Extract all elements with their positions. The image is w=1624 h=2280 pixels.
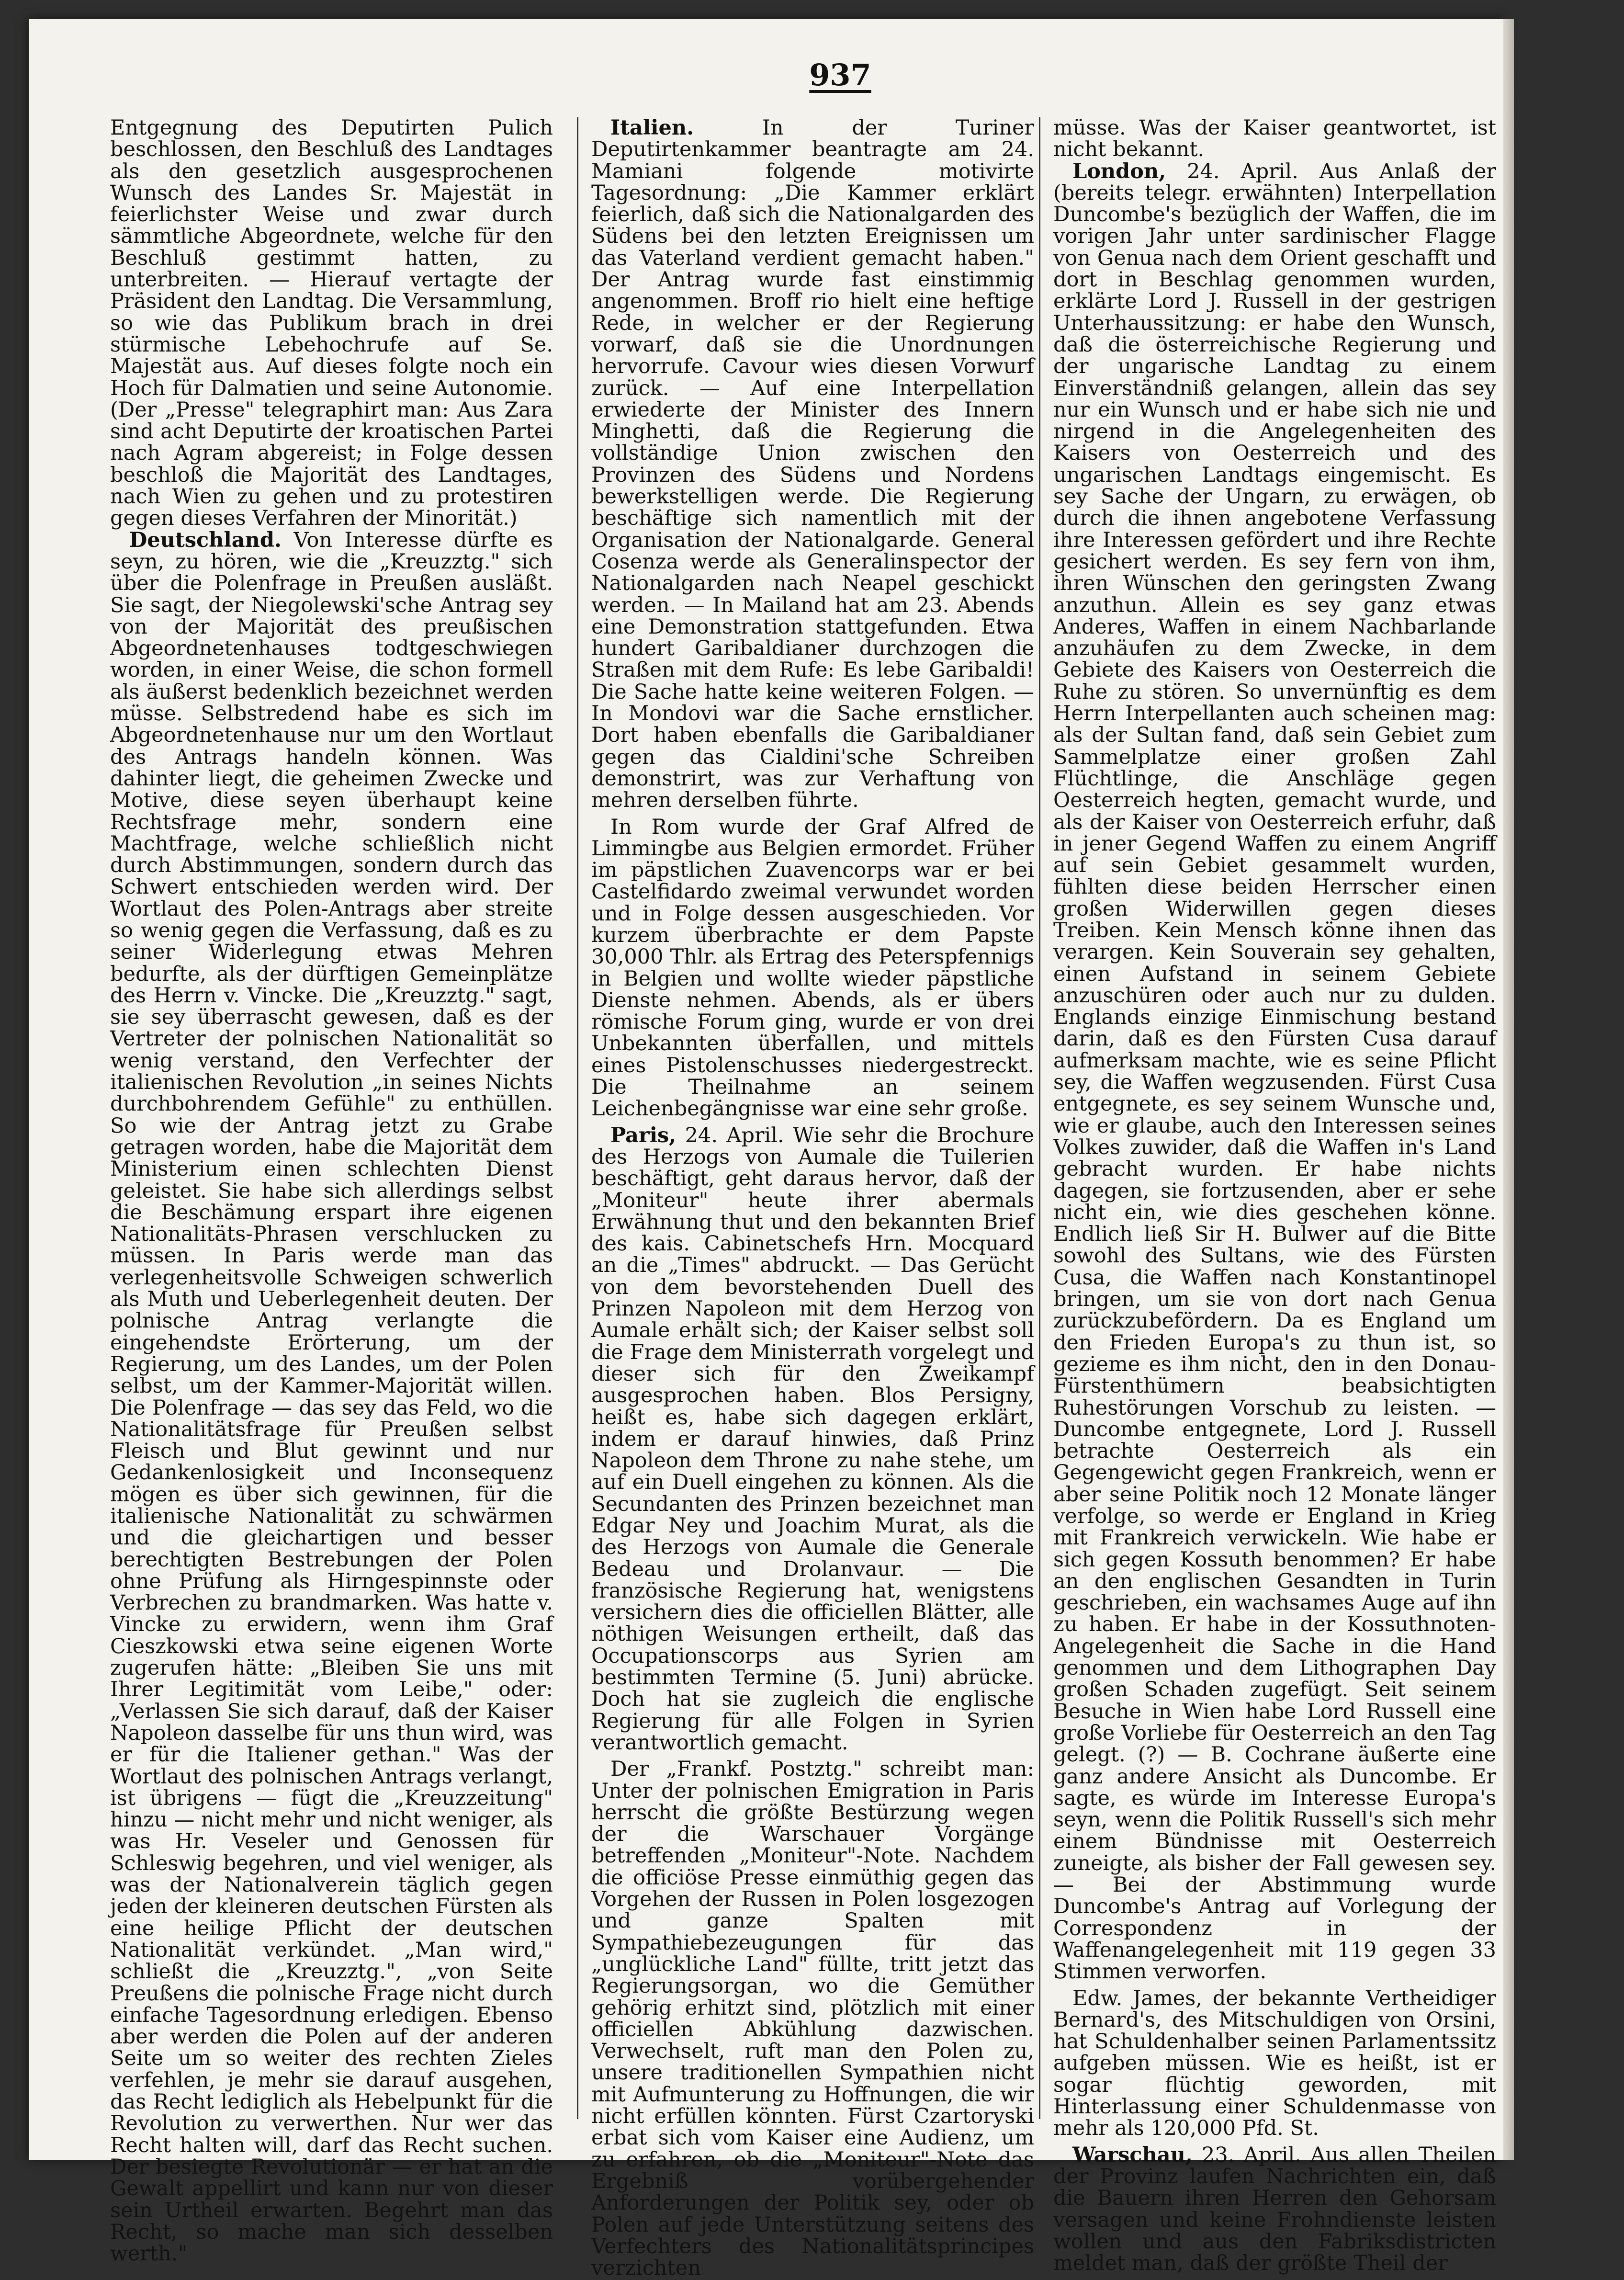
section-heading-warschau: Warschau, [1072, 2143, 1193, 2167]
section-heading-italien: Italien. [610, 116, 694, 140]
column-left [110, 116, 553, 2266]
article-paragraph: Entgegnung des Deputirten Pulich beschlossen, den Beschluß des Landtages als den gesetzlich ausgesprochenen Wunsch des Landes Sr. Majestät in feierlichster Weise und zwar durch sämmtliche Abgeordnete, welche für den Beschluß gestimmt hatten, zu unterbreiten. — Hierauf vertagte der Präsident den Landtag. Die Versammlung, so wie das Publikum brach in drei stürmische Lebehochrufe auf Se. Majestät aus. Auf dieses folgte noch ein Hoch für Dalmatien und seine Autonomie. (Der „Presse" telegraphirt man: Aus Zara sind acht Deputirte der kroatischen Partei nach Agram abgereist; in Folge dessen beschloß die Majorität des Landtages, nach Wien zu gehen und zu protestiren gegen dieses Verfahren der Minorität.) [110, 116, 553, 531]
page-number: 937 [809, 57, 871, 92]
section-heading-london: London, [1072, 159, 1166, 183]
article-paragraph: In Rom wurde der Graf Alfred de Limmingbe aus Belgien ermordet. Früher im päpstlichen Zuavencorps war er bei Castelfidardo zweimal verwundet worden und in Folge dessen ausgeschieden. Vor kurzem überbrachte er dem Papste 30,000 Thlr. als Ertrag des Peterspfennigs in Belgien und wollte wieder päpstliche Dienste nehmen. Abends, als er übers römische Forum ging, wurde er von drei Unbekannten überfallen, und mittels eines Pistolenschusses niedergestreckt. Die Theilnahme an seinem Leichenbegängnisse war eine sehr große. [591, 815, 1034, 1121]
page-edge [1503, 19, 1514, 2160]
column-divider [1039, 117, 1040, 2119]
article-paragraph: 24. April. Aus Anlaß der (bereits telegr. erwähnten) Interpellation Duncombe's bezüglich der Waffen, die im vorigen Jahr unter sardinischer Flagge von Genua nach dem Orient geschafft und dort in Beschlag genommen wurden, erklärte Lord J. Russell in der gestrigen Unterhaussitzung: er habe den Wunsch, daß die österreichische Regierung und der ungarische Landtag zu einem Einverständniß gelangen, allein das sey nur ein Wunsch und er habe sich nie und nirgend in die Angelegenheiten des Kaisers von Oesterreich und des ungarischen Landtags eingemischt. Es sey Sache der Ungarn, zu erwägen, ob durch die ihnen angebotene Verfassung ihre Interessen gefördert und ihre Rechte gesichert werden. Es sey fern von ihm, ihren Wünschen den geringsten Zwang anzuthun. Allein es sey ganz etwas Anderes, Waffen in einem Nachbarlande anzuhäufen zu dem Zwecke, in dem Gebiete des Kaisers von Oesterreich die Ruhe zu stören. So unvernünftig es dem Herrn Interpellanten auch scheinen mag: als der Sultan fand, daß sein Gebiet zum Sammelplatze einer großen Zahl Flüchtlinge, die Anschläge gegen Oesterreich hegten, gemacht wurde, und als der Kaiser von Oesterreich erfuhr, daß in jener Gegend Waffen zu einem Angriff auf sein Gebiet gesammelt wurden, fühlten diese beiden Herrscher einen großen Widerwillen gegen dieses Treiben. Kein Mensch könne ihnen das verargen. Kein Souverain sey gehalten, einen Aufstand in seinem Gebiete anzuschüren oder auch nur zu dulden. Englands einzige Einmischung bestand darin, daß es den Fürsten Cusa darauf aufmerksam machte, wie es seine Pflicht sey, die Waffen wegzusenden. Fürst Cusa entgegnete, es sey seinem Wunsche und, wie er glaube, auch den Interessen seines Volkes zuwider, daß die Waffen in's Land gebracht wurden. Er habe nichts dagegen, sie fortzusenden, aber er sehe nicht ein, wie dies geschehen könne. Endlich ließ Sir H. Bulwer auf die Bitte sowohl des Sultans, wie des Fürsten Cusa, die Waffen nach Konstantinopel bringen, um sie von dort nach Genua zurückzubefördern. Da es England um den Frieden Europa's zu thun ist, so gezieme es ihm nicht, den in den Donau-Fürstenthümern beabsichtigten Ruhestörungen Vorschub zu leisten. — Duncombe entgegnete, Lord J. Russell betrachte Oesterreich als ein Gegengewicht gegen Frankreich, wenn er aber seine Politik noch 12 Monate länger verfolge, so werde er England in Krieg mit Frankreich verwickeln. Wie habe er sich gegen Kossuth benommen? Er habe an den englischen Gesandten in Turin geschrieben, ein wachsames Auge auf ihn zu haben. Er habe in der Kossuthnoten-Angelegenheit die Sache in die Hand genommen und dem Lithographen Day großen Schaden zugefügt. Seit seinem Besuche in Wien habe Lord Russell eine große Vorliebe für Oesterreich an den Tag gelegt. (?) — B. Cochrane äußerte eine ganz andere Ansicht als Duncombe. Er sagte, es würde im Interesse Europa's seyn, wenn die Politik Russell's sich mehr einem Bündnisse mit Oesterreich zuneigte, als bisher der Fall gewesen sey. — Bei der Abstimmung wurde Duncombe's Antrag auf Vorlegung der Correspondenz in der Waffenangelegenheit mit 119 gegen 33 Stimmen verworfen. [1053, 159, 1496, 1984]
column-right [1053, 116, 1496, 2276]
article-paragraph: In der Turiner Deputirtenkammer beantragte am 24. Mamiani folgende motivirte Tagesordnung: „Die Kammer erklärt feierlich, daß sich die Nationalgarden des Südens bei den letzten Ereignissen um das Vaterland verdient gemacht haben." Der Antrag wurde fast einstimmig angenommen. Broff rio hielt eine heftige Rede, in welcher er der Regierung vorwarf, daß sie die Unordnungen hervorrufe. Cavour wies diesen Vorwurf zurück. — Auf eine Interpellation erwiederte der Minister des Innern Minghetti, daß die Regierung die vollständige Union zwischen den Provinzen des Südens und Nordens bewerkstelligen werde. Die Regierung beschäftige sich namentlich mit der Organisation der Nationalgarde. General Cosenza werde als Generalinspector der Nationalgarden nach Neapel geschickt werden. — In Mailand hat am 23. Abends eine Demonstration stattgefunden. Etwa hundert Garibaldianer durchzogen die Straßen mit dem Rufe: Es lebe Garibaldi! Die Sache hatte keine weiteren Folgen. — In Mondovi war die Sache ernstlicher. Dort haben ebenfalls die Garibaldianer gegen das Cialdini'sche Schreiben demonstrirt, was zur Verhaftung von mehren derselben führte. [591, 116, 1034, 813]
article-paragraph: 24. April. Wie sehr die Brochure des Herzogs von Aumale die Tuilerien beschäftigt, geht daraus hervor, daß der „Moniteur" heute ihrer abermals Erwähnung thut und den bekannten Brief des kais. Cabinetschefs Hrn. Mocquard an die „Times" abdruckt. — Das Gerücht von dem bevorstehenden Duell des Prinzen Napoleon mit dem Herzog von Aumale erhält sich; der Kaiser selbst soll die Frage dem Ministerrath vorgelegt und dieser sich für den Zweikampf ausgesprochen haben. Blos Persigny, heißt es, habe sich dagegen erklärt, indem er darauf hinwies, daß Prinz Napoleon dem Throne zu nahe stehe, um auf ein Duell eingehen zu können. Als die Secundanten des Prinzen bezeichnet man Edgar Ney und Joachim Murat, als die des Herzogs von Aumale die Generale Bedeau und Drolanvaur. — Die französische Regierung hat, wenigstens versichern dies die officiellen Blätter, alle nöthigen Weisungen ertheilt, daß das Occupationscorps aus Syrien am bestimmten Termine (5. Juni) abrücke. Doch hat sie zugleich die englische Regierung für alle Folgen in Syrien verantwortlich gemacht. [591, 1123, 1034, 1755]
section-heading-deutschland: Deutschland. [129, 528, 282, 552]
article-paragraph: Von Interesse dürfte es seyn, zu hören, wie die „Kreuzztg." sich über die Polenfrage in Preußen ausläßt. Sie sagt, der Niegolewski'sche Antrag sey von der Majorität des preußischen Abgeordnetenhauses todtgeschwiegen worden, in einer Weise, die schon formell als äußerst bedenklich bezeichnet werden müsse. Selbstredend habe es sich im Abgeordnetenhause nur um den Wortlaut des Antrags handeln können. Was dahinter liegt, die geheimen Zwecke und Motive, diese seyen überhaupt keine Rechtsfrage mehr, sondern eine Machtfrage, welche schließlich nicht durch Abstimmungen, sondern durch das Schwert entschieden werden wird. Der Wortlaut des Polen-Antrags aber streite so wenig gegen die Verfassung, daß es zu seiner Widerlegung etwas Mehren bedurfte, als der dürftigen Gemeinplätze des Herrn v. Vincke. Die „Kreuzztg." sagt, sie sey überrascht gewesen, daß es der Vertreter der polnischen Nationalität so wenig verstand, den Verfechter der italienischen Revolution „in seines Nichts durchbohrendem Gefühle" zu enthüllen. So wie der Antrag jetzt zu Grabe getragen worden, habe die Majorität dem Ministerium einen schlechten Dienst geleistet. Sie habe sich allerdings selbst die Beschämung erspart ihre eigenen Nationalitäts-Phrasen verschlucken zu müssen. In Paris werde man das verlegenheitsvolle Schweigen schwerlich als Muth und Ueberlegenheit deuten. Der polnische Antrag verlangte die eingehendste Erörterung, um der Regierung, um des Landes, um der Polen selbst, um der Kammer-Majorität willen. Die Polenfrage — das sey das Feld, wo die Nationalitätsfrage für Preußen selbst Fleisch und Blut gewinnt und nur Gedankenlosigkeit und Inconsequenz mögen es über sich gewinnen, für die italienische Nationalität zu schwärmen und die gleichartigen und besser berechtigten Bestrebungen der Polen ohne Prüfung als Hirngespinnste oder Verbrechen zu brandmarken. Was hatte v. Vincke zu erwidern, wenn ihm Graf Cieszkowski etwa seine eigenen Worte zugerufen hätte: „Bleiben Sie uns mit Ihrer Legitimität vom Leibe," oder: „Verlassen Sie sich darauf, daß der Kaiser Napoleon dasselbe für uns thun wird, was er für die Italiener gethan." Was der Wortlaut des polnischen Antrags verlangt, ist übrigens — fügt die „Kreuzzeitung" hinzu — nicht mehr und nicht weniger, als was Hr. Veseler und Genossen für Schleswig begehren, und viel weniger, als was der Nationalverein täglich gegen jeden der kleineren deutschen Fürsten als eine heilige Pflicht der deutschen Nationalität verkündet. „Man wird," schließt die „Kreuzztg.", „von Seite Preußens die polnische Frage nicht durch einfache Tagesordnung erledigen. Ebenso aber werden die Polen auf der anderen Seite um so weiter des rechten Zieles verfehlen, je mehr sie darauf ausgehen, das Recht lediglich als Hebelpunkt für die Revolution zu verwerthen. Nur wer das Recht halten will, darf das Recht suchen. Der besiegte Revolutionär — er hat an die Gewalt appellirt und kann nur von dieser sein Urtheil erwarten. Begehrt man das Recht, so mache man sich desselben werth." [110, 528, 553, 2266]
article-paragraph: Edw. James, der bekannte Vertheidiger Bernard's, des Mitschuldigen von Orsini, hat Schuldenhalber seinen Parlamentssitz aufgeben müssen. Wie es heißt, ist er sogar flüchtig geworden, mit Hinterlassung einer Schuldenmasse von mehr als 120,000 Pfd. St. [1053, 1986, 1496, 2141]
newspaper-page [29, 19, 1503, 2280]
section-heading-paris: Paris, [610, 1123, 677, 1147]
column-middle [591, 116, 1034, 2280]
article-paragraph: müsse. Was der Kaiser geantwortet, ist nicht bekannt. [1053, 116, 1496, 162]
article-paragraph: 23. April. Aus allen Theilen der Provinz laufen Nachrichten ein, daß die Bauern ihren Herren den Gehorsam versagen und keine Frohndienste leisten wollen und aus den Fabriksdistricten meldet man, daß der größte Theil der [1053, 2143, 1496, 2276]
article-paragraph: Der „Frankf. Postztg." schreibt man: Unter der polnischen Emigration in Paris herrscht die größte Bestürzung wegen der die Warschauer Vorgänge betreffenden „Moniteur"-Note. Nachdem die officiöse Presse einmüthig gegen das Vorgehen der Russen in Polen losgezogen und ganze Spalten mit Sympathiebezeugungen für das „unglückliche Land" füllte, tritt jetzt das Regierungsorgan, wo die Gemüther gehörig erhitzt sind, plötzlich mit einer officiellen Abkühlung dazwischen. Verwechselt, ruft man den Polen zu, unsere traditionellen Sympathien nicht mit Aufmunterung zu Hoffnungen, die wir nicht erfüllen könnten. Fürst Czartoryski erbat sich vom Kaiser eine Audienz, um zu erfahren, ob die „Moniteur"-Note das Ergebniß vorübergehender Anforderungen der Politik sey, oder ob Polen auf jede Unterstützung seitens des Verfechters des Nationalitätsprincipes verzichten [591, 1757, 1034, 2280]
column-divider [577, 117, 578, 2119]
